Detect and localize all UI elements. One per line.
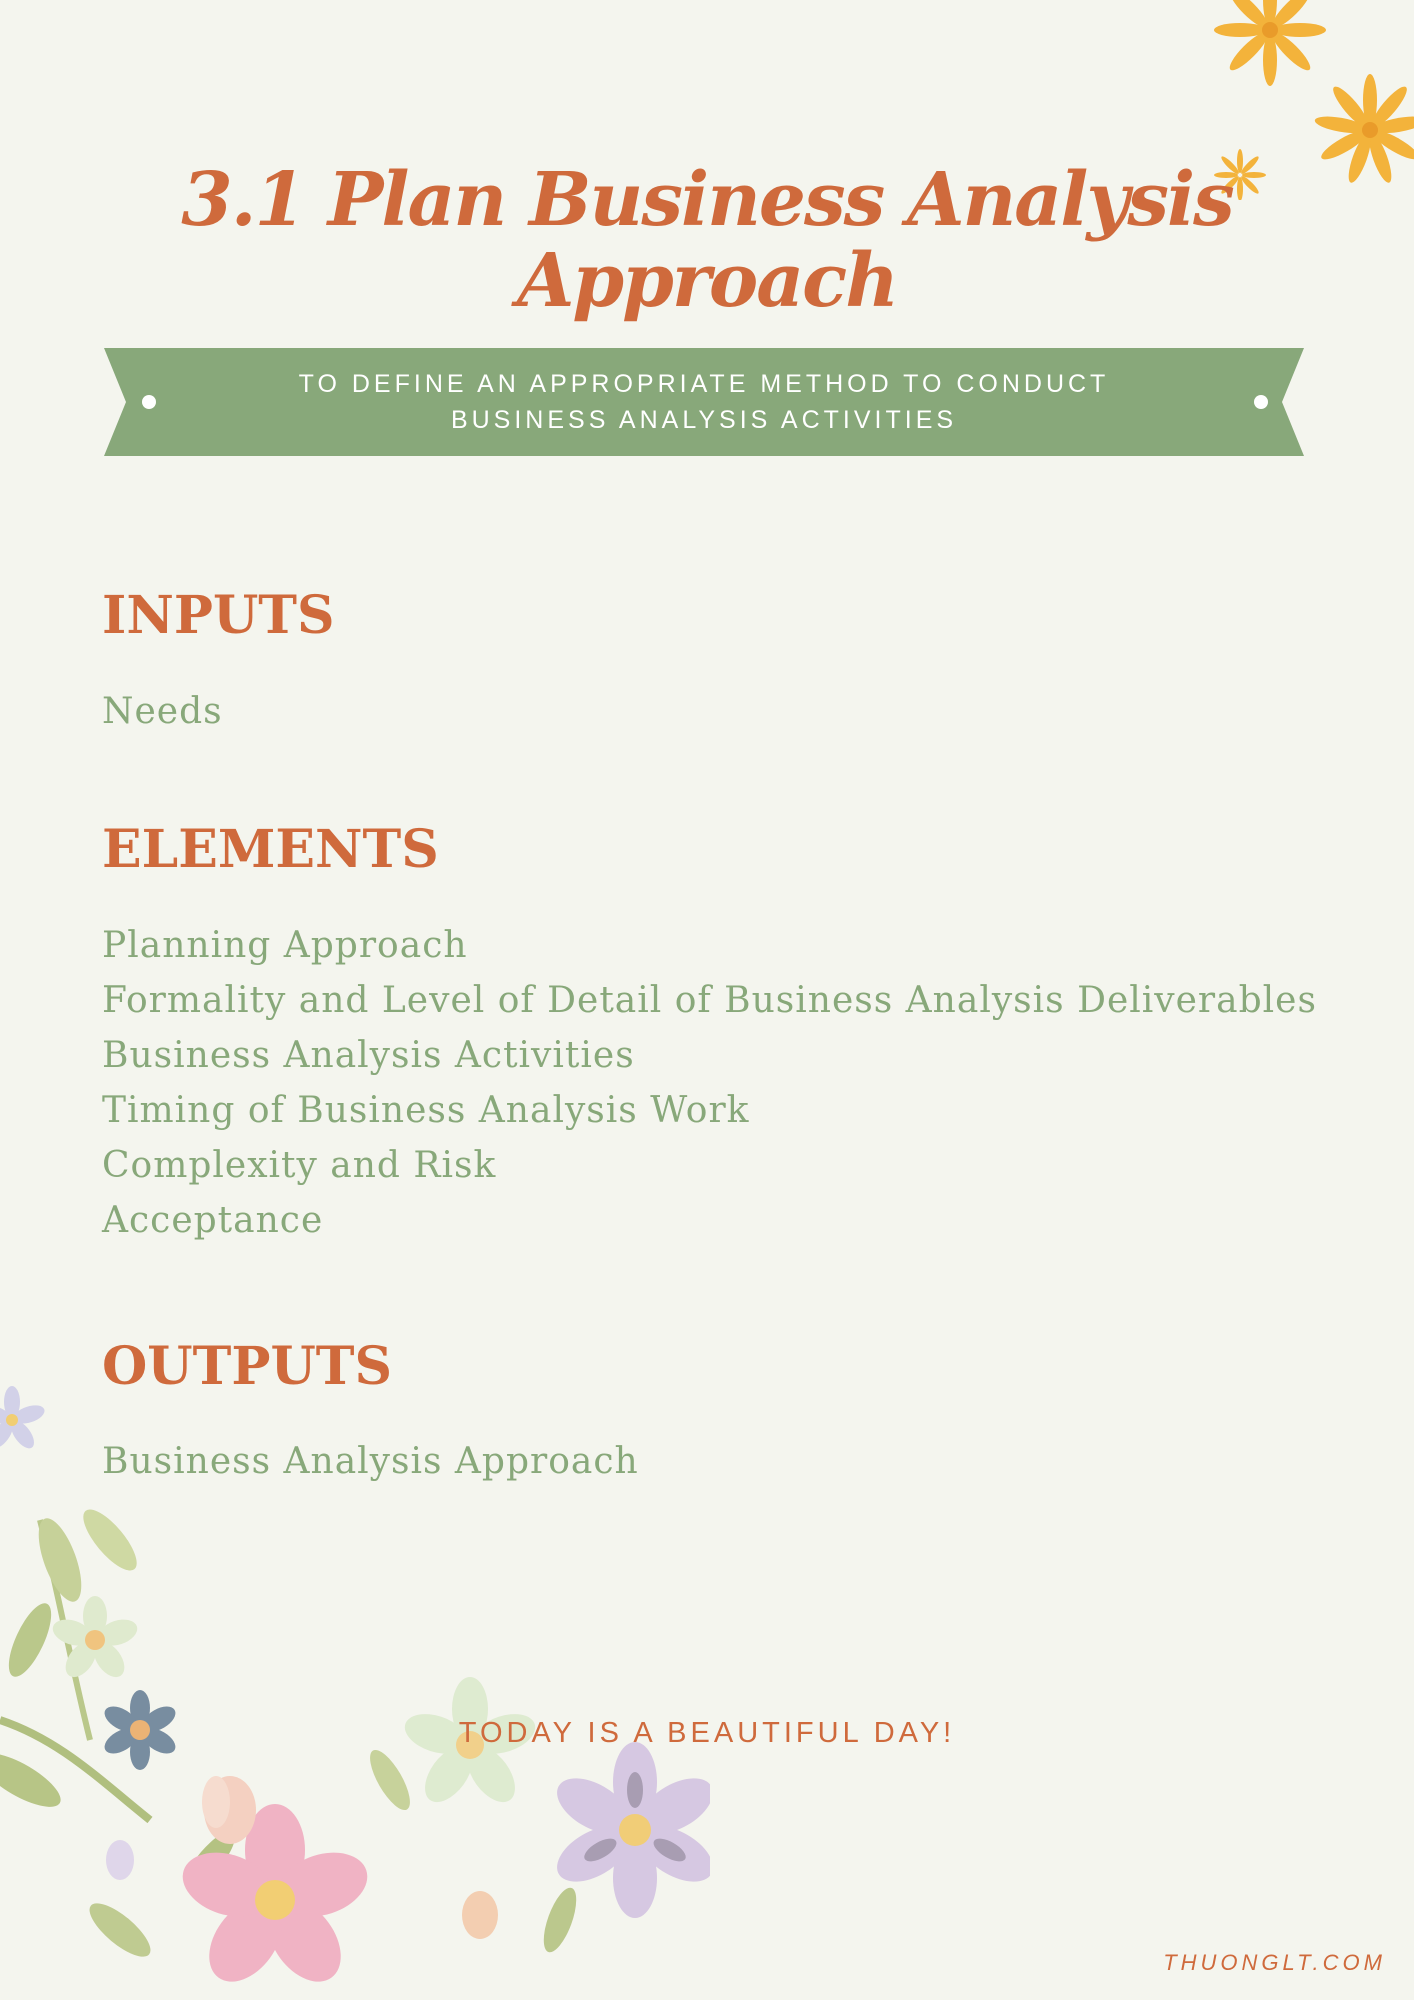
elements-list	[102, 918, 1317, 1248]
outputs-heading: OUTPUTS	[102, 1336, 393, 1397]
page-title: 3.1 Plan Business Analysis Approach	[181, 157, 1233, 325]
list-item: Complexity and Risk	[102, 1145, 497, 1186]
list-item: Planning Approach	[102, 925, 468, 966]
list-item: Business Analysis Activities	[102, 1035, 635, 1076]
list-item: Business Analysis Approach	[102, 1441, 639, 1482]
tagline: TODAY IS A BEAUTIFUL DAY!	[458, 1717, 956, 1749]
list-item: Formality and Level of Detail of Business Analysis Deliverables	[102, 980, 1317, 1021]
floral-watercolor-decoration-icon	[0, 1360, 710, 2000]
inputs-list	[102, 684, 223, 739]
purpose-banner	[104, 348, 1304, 456]
list-item: Needs	[102, 691, 223, 732]
banner-text: TO DEFINE AN APPROPRIATE METHOD TO CONDUCT BUSINESS ANALYSIS ACTIVITIES	[298, 370, 1110, 434]
list-item: Timing of Business Analysis Work	[102, 1090, 750, 1131]
list-item: Acceptance	[102, 1200, 324, 1241]
inputs-heading: INPUTS	[102, 585, 335, 646]
website-link[interactable]: THUONGLT.COM	[1163, 1950, 1386, 1975]
elements-heading: ELEMENTS	[102, 819, 439, 880]
